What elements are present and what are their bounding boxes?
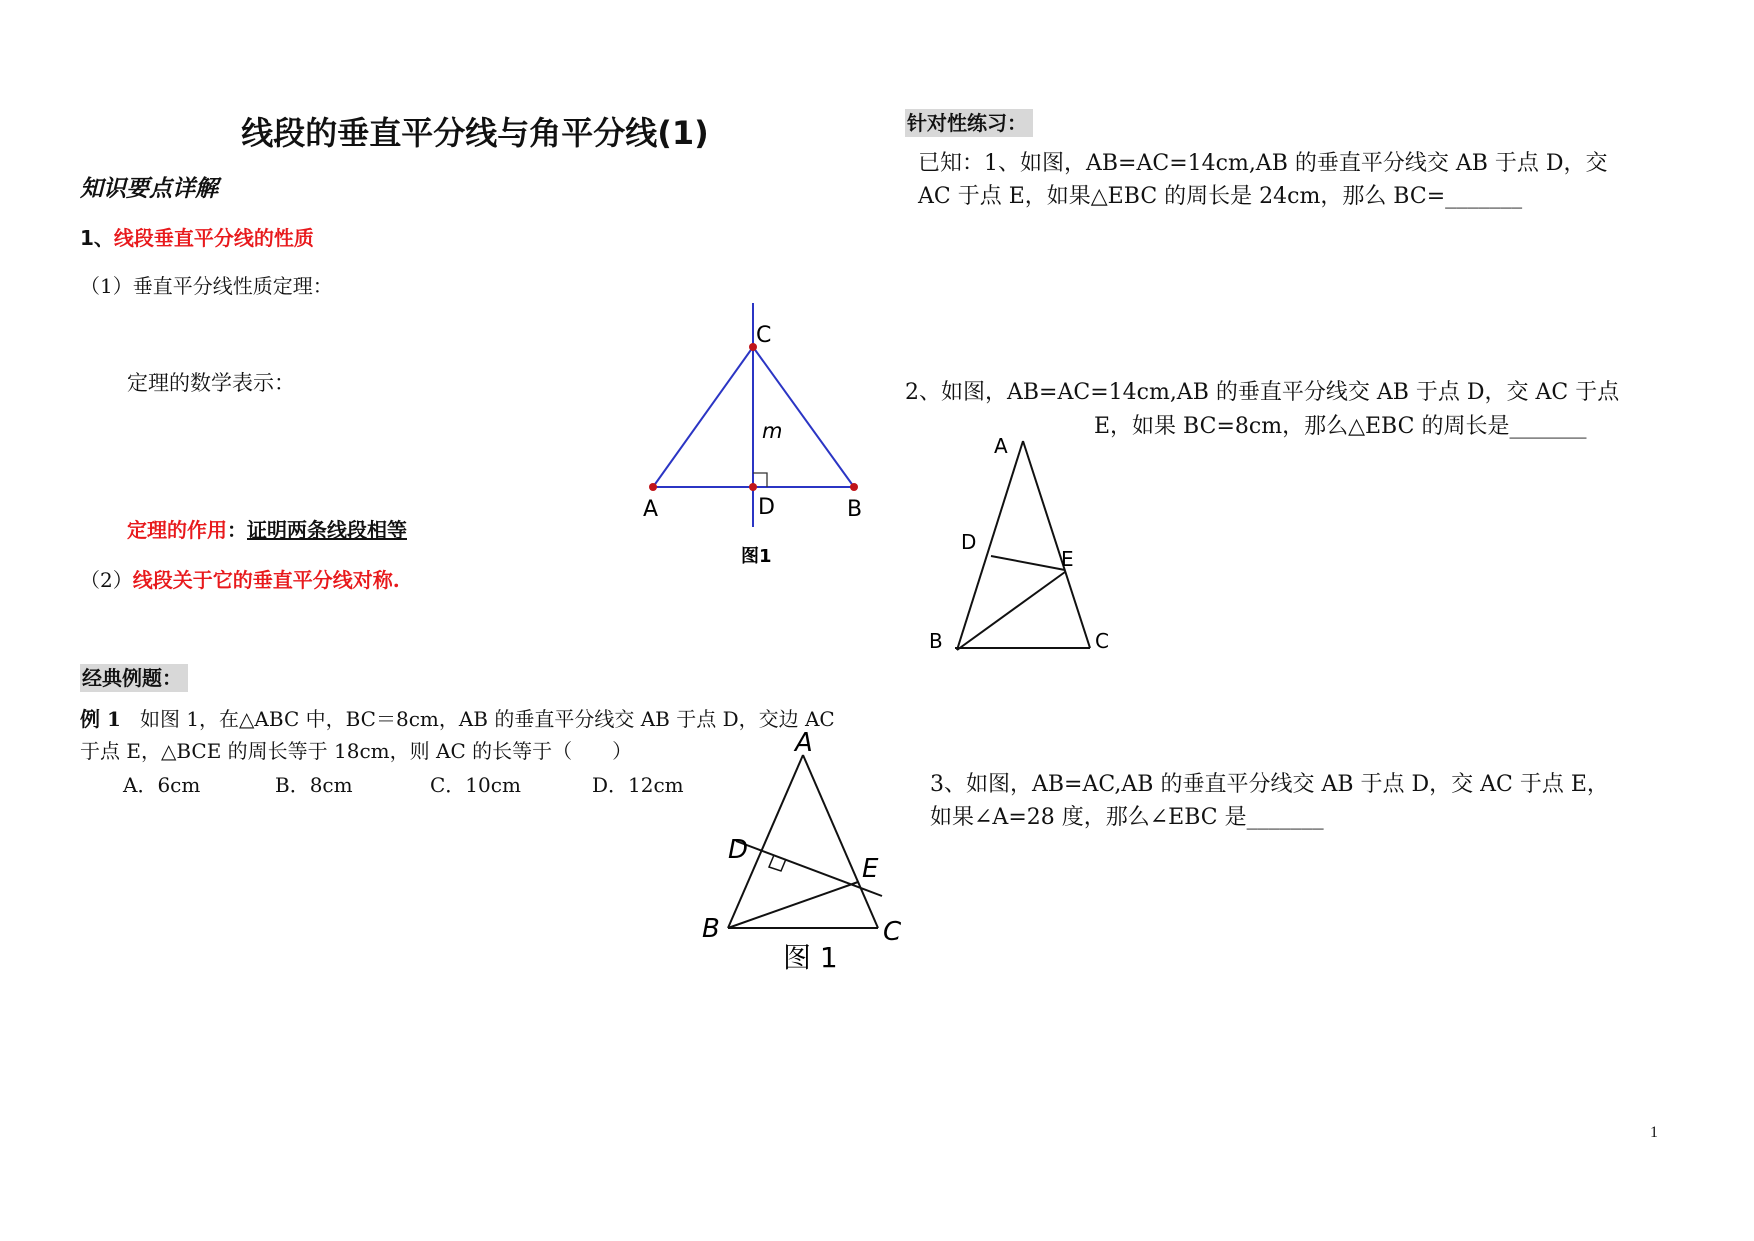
page-number: 1	[1650, 1124, 1658, 1141]
option-b: B．8cm	[275, 773, 353, 797]
math-expression-label: 定理的数学表示：	[127, 371, 295, 395]
option-a: A．6cm	[123, 773, 201, 797]
option-c: C．10cm	[430, 773, 521, 797]
examples-heading-text: 经典例题：	[80, 664, 188, 692]
theorem-use	[127, 514, 407, 543]
point2-number: （2）	[80, 568, 133, 592]
point1-heading	[80, 222, 314, 251]
theorem-use-text: 证明两条线段相等	[247, 518, 407, 542]
label-d: D	[728, 835, 749, 865]
example1-figure	[690, 725, 920, 975]
point1-text: 线段垂直平分线的性质	[113, 226, 314, 250]
practice-q2-line1: 2、如图，AB=AC=14cm,AB 的垂直平分线交 AB 于点 D，交 AC 于点	[905, 380, 1620, 405]
figure1-diagram	[630, 295, 880, 575]
segment-be	[957, 572, 1065, 650]
point-a	[649, 483, 657, 491]
segment-de	[991, 556, 1065, 570]
label-c: C	[756, 323, 772, 348]
label-b: B	[702, 914, 720, 944]
label-e: E	[1061, 547, 1074, 571]
example1-text-line1: 如图 1，在△ABC 中，BC＝8cm，AB 的垂直平分线交 AB 于点 D，交边 AC	[139, 707, 835, 731]
label-b: B	[929, 629, 943, 653]
practice-q2-figure	[915, 430, 1115, 660]
perpendicular-bisector	[736, 841, 882, 896]
figure1-caption: 图1	[741, 546, 772, 567]
point2	[80, 564, 400, 593]
segment-be	[728, 882, 858, 928]
option-d: D．12cm	[592, 773, 684, 797]
example1-line2: 于点 E，△BCE 的周长等于 18cm，则 AC 的长等于（ ）	[80, 739, 633, 763]
point1-number: 1、	[80, 226, 114, 250]
label-e: E	[862, 854, 879, 884]
practice-q3-line1: 3、如图，AB=AC,AB 的垂直平分线交 AB 于点 D，交 AC 于点 E，	[930, 772, 1609, 797]
segment-cb	[753, 347, 854, 487]
label-a: A	[795, 728, 813, 758]
point2-text: 线段关于它的垂直平分线对称.	[132, 568, 400, 592]
label-m: m	[762, 419, 783, 443]
example1-label: 例 1	[80, 707, 121, 731]
example-figure-caption: 图 1	[783, 941, 838, 974]
label-a: A	[643, 497, 659, 522]
practice-q2-line2: E，如果 BC=8cm，那么△EBC 的周长是_______	[1094, 414, 1587, 439]
practice-q1-line1: 已知：1、如图，AB=AC=14cm,AB 的垂直平分线交 AB 于点 D，交	[918, 151, 1608, 176]
page-title: 线段的垂直平分线与角平分线(1)	[241, 114, 709, 152]
point-d	[749, 483, 757, 491]
practice-q3-line2: 如果∠A=28 度，那么∠EBC 是_______	[930, 805, 1324, 830]
theorem-label: （1）垂直平分线性质定理：	[80, 274, 333, 298]
label-c: C	[883, 917, 902, 947]
segment-ac	[1023, 441, 1090, 648]
point-b	[850, 483, 858, 491]
practice-q1-line2: AC 于点 E，如果△EBC 的周长是 24cm，那么 BC=_______	[918, 184, 1523, 209]
label-d: D	[758, 495, 775, 520]
segment-ac	[803, 755, 878, 928]
segment-ca	[653, 347, 753, 487]
theorem-use-colon: ：	[227, 518, 247, 542]
label-c: C	[1095, 629, 1109, 653]
label-a: A	[994, 434, 1008, 458]
practice-heading	[905, 107, 1033, 136]
theorem-use-label: 定理的作用	[127, 518, 227, 542]
label-d: D	[961, 530, 977, 554]
section-heading: 知识要点详解	[80, 176, 218, 202]
examples-heading	[80, 662, 188, 691]
label-b: B	[847, 497, 863, 522]
practice-heading-text: 针对性练习：	[905, 109, 1033, 137]
